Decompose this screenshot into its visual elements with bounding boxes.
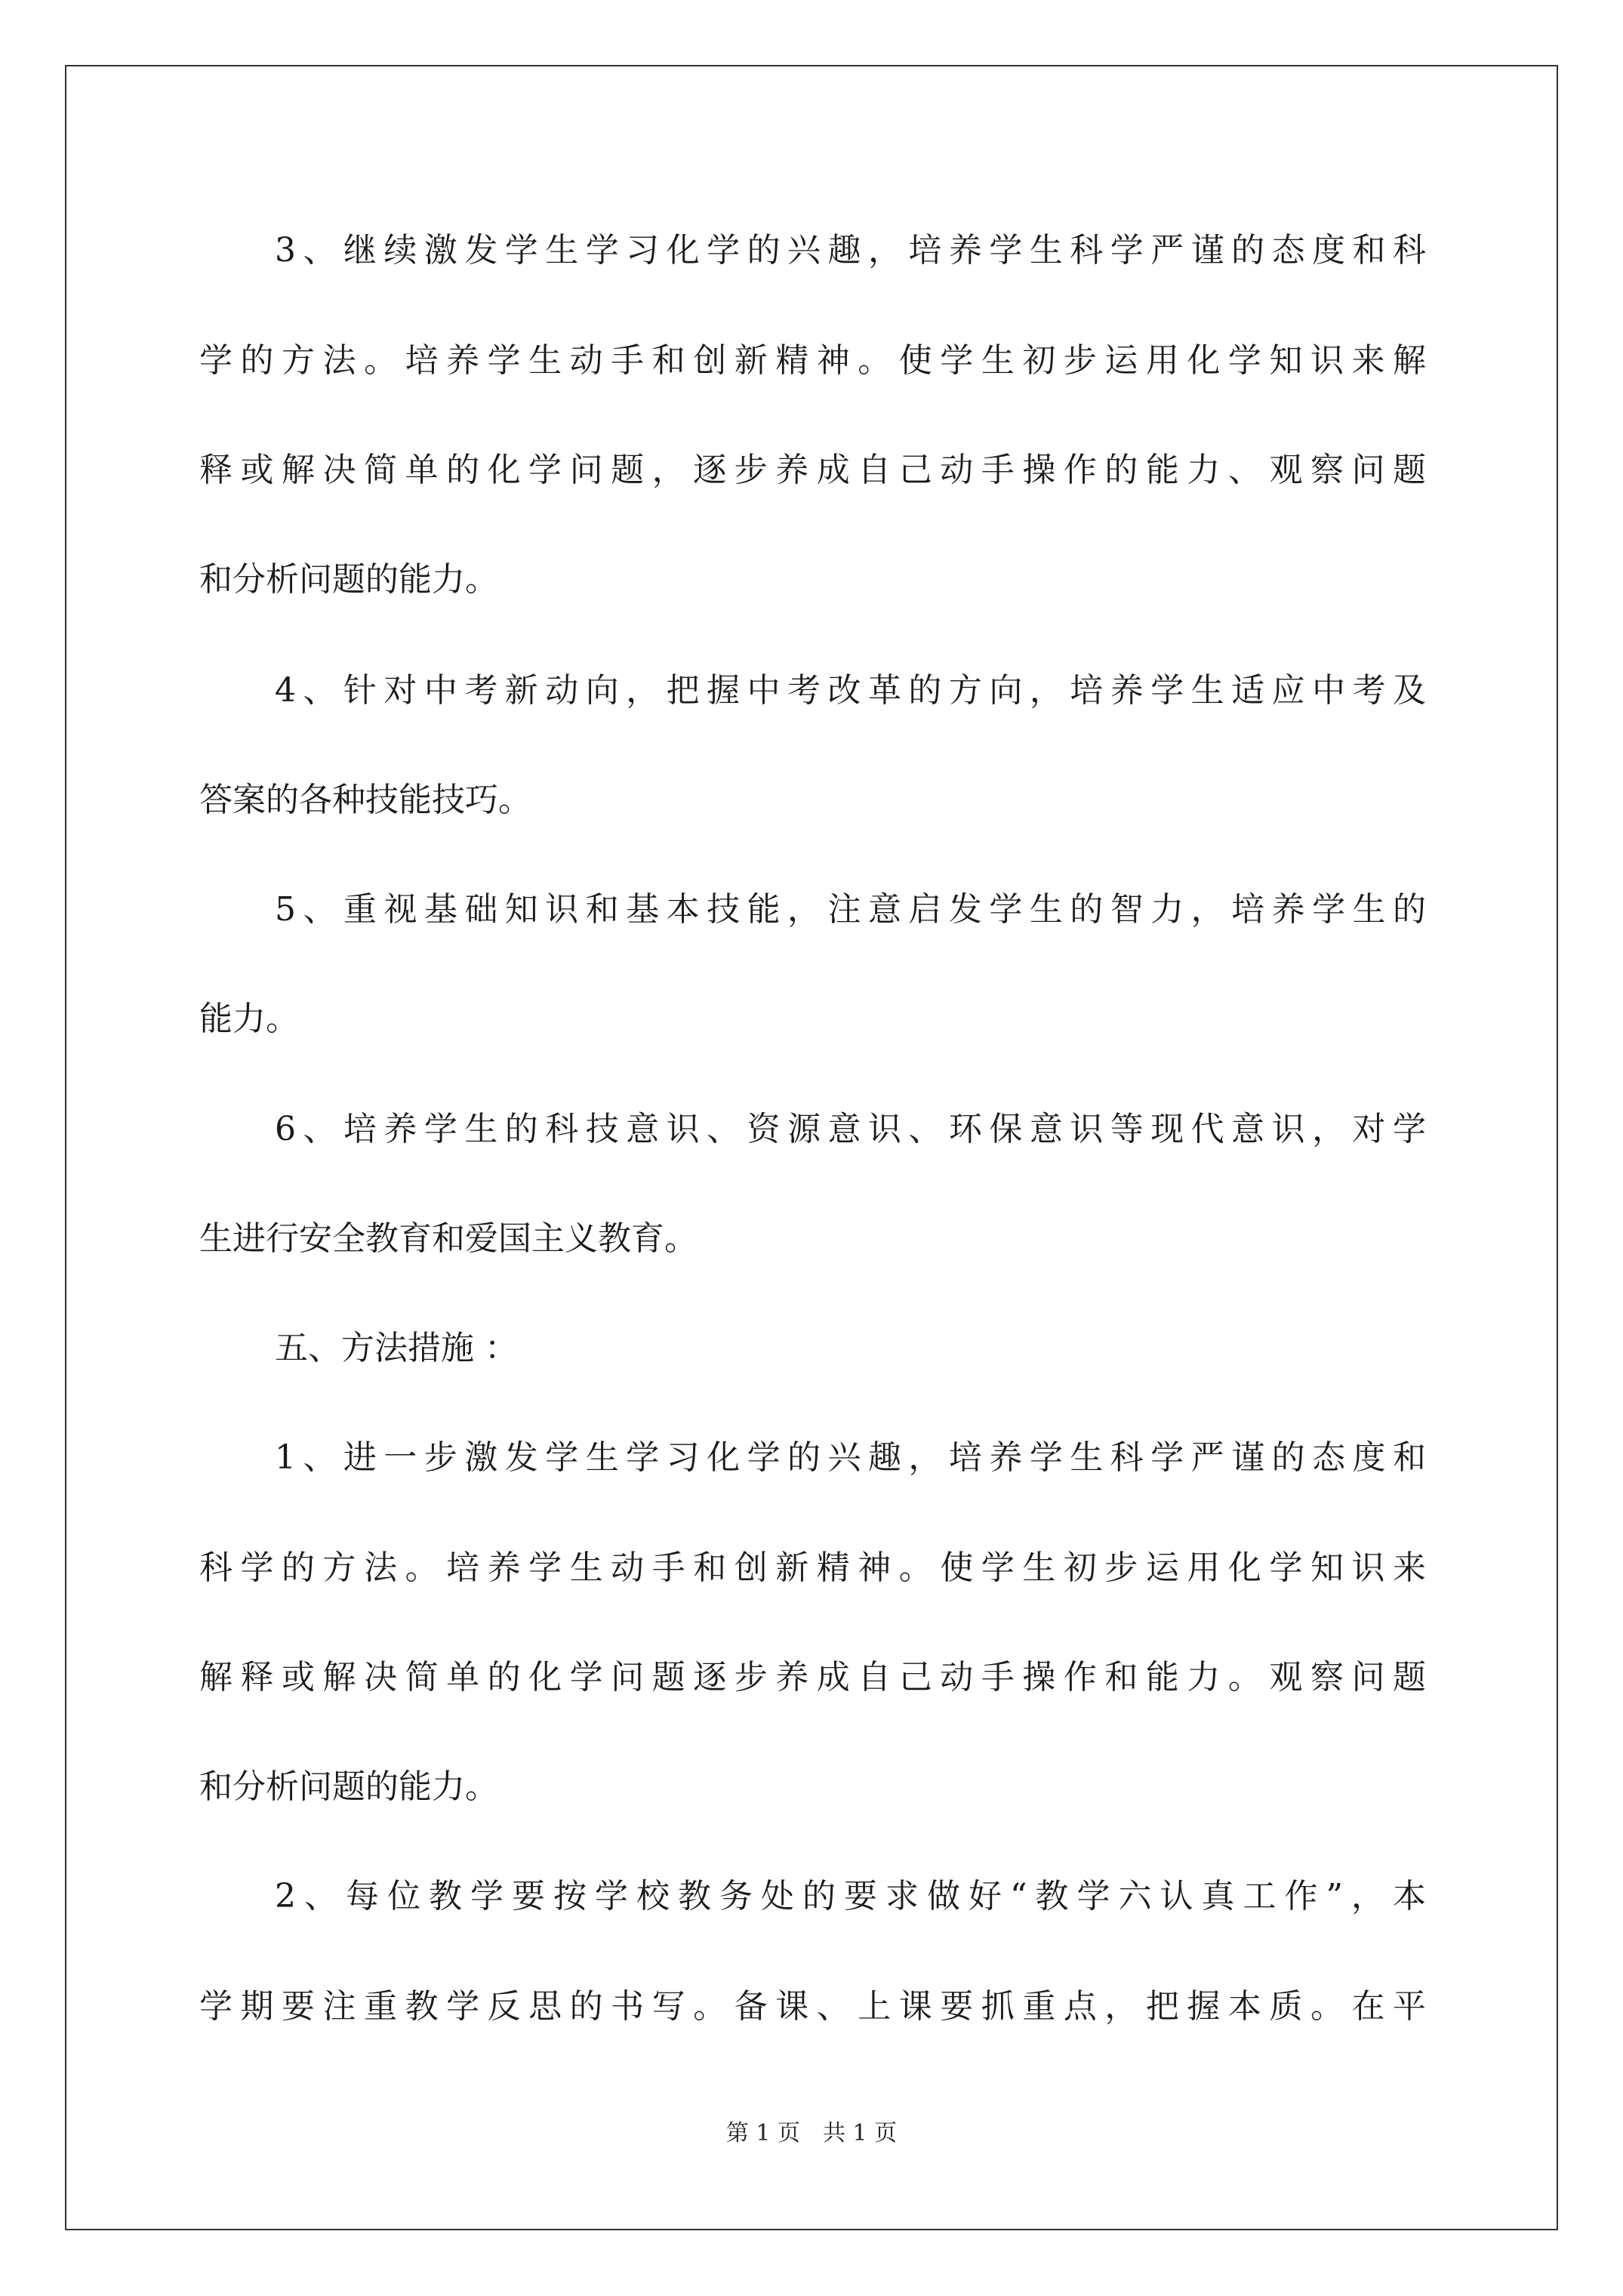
paragraph-line: 6、培养学生的科技意识、资源意识、环保意识等现代意识，对学 (275, 1110, 1426, 1148)
paragraph-line: 3、继续激发学生学习化学的兴趣，培养学生科学严谨的态度和科 (275, 231, 1426, 270)
page-number-footer: 第 1 页 共 1 页 (725, 2120, 898, 2147)
paragraph-line: 答案的各种技能技巧。 (199, 781, 531, 819)
paragraph-line: 能力。 (199, 1000, 299, 1038)
paragraph-line: 和分析问题的能力。 (199, 1767, 498, 1806)
paragraph-line: 2、每位教学要按学校教务处的要求做好“教学六认真工作”，本 (275, 1877, 1426, 1915)
paragraph-line: 解释或解决简单的化学问题逐步养成自己动手操作和能力。观察问题 (199, 1658, 1426, 1697)
paragraph-line: 4、针对中考新动向，把握中考改革的方向，培养学生适应中考及 (275, 671, 1426, 710)
paragraph-line: 学的方法。培养学生动手和创新精神。使学生初步运用化学知识来解 (199, 341, 1426, 380)
paragraph-line: 1、进一步激发学生学习化学的兴趣，培养学生科学严谨的态度和 (275, 1438, 1426, 1477)
paragraph-line: 学期要注重教学反思的书写。备课、上课要抓重点，把握本质。在平 (199, 1987, 1426, 2026)
paragraph-line: 和分析问题的能力。 (199, 560, 498, 599)
paragraph-line: 释或解决简单的化学问题，逐步养成自己动手操作的能力、观察问题 (199, 451, 1426, 489)
paragraph-line: 科学的方法。培养学生动手和创新精神。使学生初步运用化学知识来 (199, 1549, 1426, 1587)
section-heading: 五、方法措施 ： (275, 1329, 518, 1367)
paragraph-line: 生进行安全教育和爱国主义教育。 (199, 1219, 698, 1258)
paragraph-line: 5、重视基础知识和基本技能，注意启发学生的智力，培养学生的 (275, 890, 1426, 929)
